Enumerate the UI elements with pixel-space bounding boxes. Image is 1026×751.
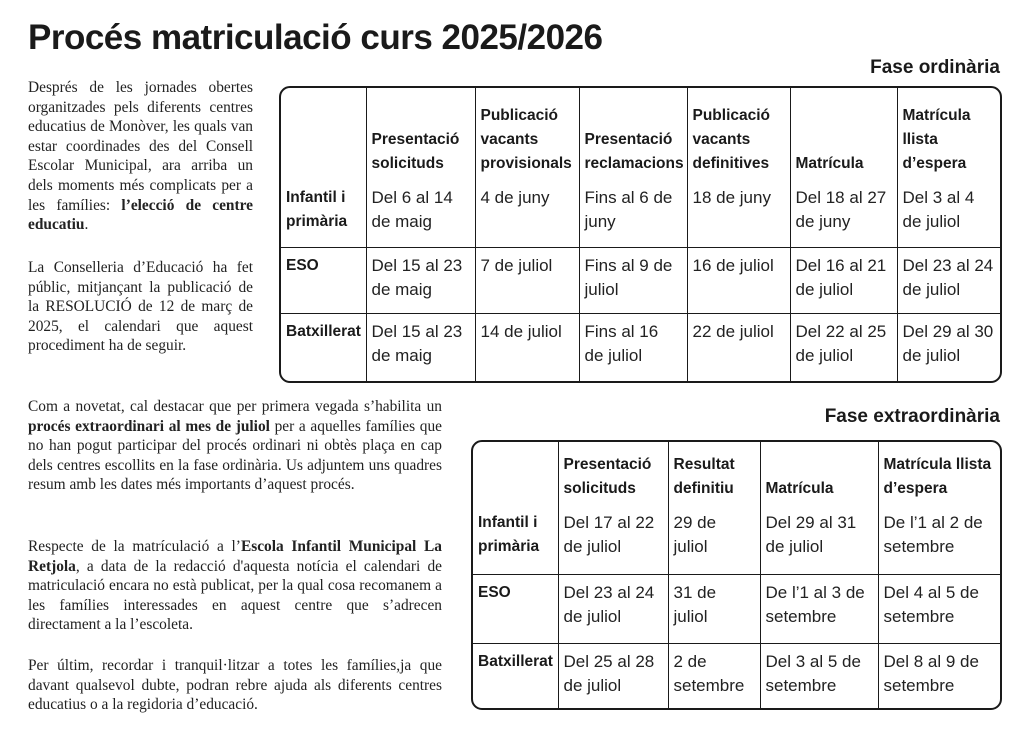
date-cell: 31 de juliol xyxy=(668,574,760,643)
date-cell: Del 15 al 23 de maig xyxy=(366,247,475,313)
extraordinary-header-row xyxy=(473,442,1000,505)
date-cell: Del 22 al 25 de juliol xyxy=(790,313,897,381)
header-cell: Matrícula xyxy=(760,442,878,505)
date-cell: 14 de juliol xyxy=(475,313,579,381)
table-row xyxy=(281,180,1000,247)
date-cell: Del 16 al 21 de juliol xyxy=(790,247,897,313)
header-cell: Publicació vacants definitives xyxy=(687,88,790,180)
header-cell: Resultat definitiu xyxy=(668,442,760,505)
extraordinary-phase-table xyxy=(471,440,1002,710)
table-row xyxy=(473,505,1000,574)
header-cell: Presentació reclamacions xyxy=(579,88,687,180)
date-cell: Fins al 9 de juliol xyxy=(579,247,687,313)
intro-paragraph-4: Respecte de la matrículació a l’Escola Infantil Municipal La Retjola, a data de la redacció d'aquesta notícia el calendari de matriculació encara no està publicat, per la qual cosa recomanem a les famílies interessades en aquest centre que s’adrecen directament a la l’escoleta. xyxy=(28,538,442,634)
level-cell: ESO xyxy=(281,247,366,313)
intro-paragraph-3: Com a novetat, cal destacar que per primera vegada s’habilita un procés extraordinari al mes de juliol per a aquelles famílies que no han pogut participar del procés ordinari ni obtès plaça en cap dels centres escollits en la fase ordinària. Us adjuntem uns quadres resum amb les dates més importants d’aquest procés. xyxy=(28,398,442,494)
header-cell: Matrícula llista d’espera xyxy=(878,442,1000,505)
date-cell: Fins al 16 de juliol xyxy=(579,313,687,381)
level-cell: Batxillerat xyxy=(473,643,558,708)
header-cell: Matrícula llista d’espera xyxy=(897,88,1000,180)
date-cell: De l’1 al 2 de setembre xyxy=(878,505,1000,574)
date-cell: 16 de juliol xyxy=(687,247,790,313)
emphasis-school-name: Escola Infantil Municipal La Retjola xyxy=(28,538,442,575)
page-title: Procés matriculació curs 2025/2026 xyxy=(28,18,603,57)
ordinary-header-row xyxy=(281,88,1000,180)
intro-paragraph-1: Després de les jornades obertes organitzades pels diferents centres educatius de Monòver, les quals van estar coordinades des del Consell Escolar Municipal, ara arriba un dels moments més complicats per a les famílies: l’elecció de centre educatiu. xyxy=(28,79,253,234)
date-cell: Del 23 al 24 de juliol xyxy=(897,247,1000,313)
date-cell: Del 18 al 27 de juny xyxy=(790,180,897,247)
date-cell: Del 17 al 22 de juliol xyxy=(558,505,668,574)
level-cell: Batxillerat xyxy=(281,313,366,381)
header-cell: Presentació solicituds xyxy=(366,88,475,180)
emphasis-school-choice: l’elecció de centre educatiu xyxy=(28,196,253,234)
date-cell: 4 de juny xyxy=(475,180,579,247)
date-cell: 2 de setembre xyxy=(668,643,760,708)
level-cell: Infantil i primària xyxy=(473,505,558,574)
date-cell: Del 6 al 14 de maig xyxy=(366,180,475,247)
intro-paragraph-2: La Conselleria d’Educació ha fet públic, mitjançant la publicació de la RESOLUCIÓ de 12 de març de 2025, el calendari que aquest procediment ha de seguir. xyxy=(28,259,253,355)
date-cell: 18 de juny xyxy=(687,180,790,247)
date-cell: De l’1 al 3 de setembre xyxy=(760,574,878,643)
date-cell: Del 23 al 24 de juliol xyxy=(558,574,668,643)
date-cell: Del 3 al 4 de juliol xyxy=(897,180,1000,247)
level-cell: ESO xyxy=(473,574,558,643)
table-row xyxy=(473,643,1000,708)
header-cell: Matrícula xyxy=(790,88,897,180)
ordinary-phase-table xyxy=(279,86,1002,383)
table-row xyxy=(473,574,1000,643)
header-cell xyxy=(281,88,366,180)
date-cell: 29 de juliol xyxy=(668,505,760,574)
date-cell: Del 29 al 30 de juliol xyxy=(897,313,1000,381)
date-cell: Del 8 al 9 de setembre xyxy=(878,643,1000,708)
date-cell: Del 4 al 5 de setembre xyxy=(878,574,1000,643)
header-cell xyxy=(473,442,558,505)
header-cell: Publicació vacants provisionals xyxy=(475,88,579,180)
emphasis-extraordinary-process: procés extraordinari al mes de juliol xyxy=(28,417,270,435)
ordinary-phase-label: Fase ordinària xyxy=(870,57,1000,78)
date-cell: Del 29 al 31 de juliol xyxy=(760,505,878,574)
date-cell: Del 25 al 28 de juliol xyxy=(558,643,668,708)
header-cell: Presentació solicituds xyxy=(558,442,668,505)
date-cell: 22 de juliol xyxy=(687,313,790,381)
date-cell: Fins al 6 de juny xyxy=(579,180,687,247)
date-cell: 7 de juliol xyxy=(475,247,579,313)
table-row xyxy=(281,313,1000,381)
table-row xyxy=(281,247,1000,313)
date-cell: Del 3 al 5 de setembre xyxy=(760,643,878,708)
level-cell: Infantil i primària xyxy=(281,180,366,247)
intro-paragraph-5: Per últim, recordar i tranquil·litzar a totes les famílies,ja que davant qualsevol dubte, podran rebre ajuda als diferents centres educatius o a la regidoria d’educació. xyxy=(28,657,442,714)
date-cell: Del 15 al 23 de maig xyxy=(366,313,475,381)
extraordinary-phase-label: Fase extraordinària xyxy=(824,406,1000,427)
